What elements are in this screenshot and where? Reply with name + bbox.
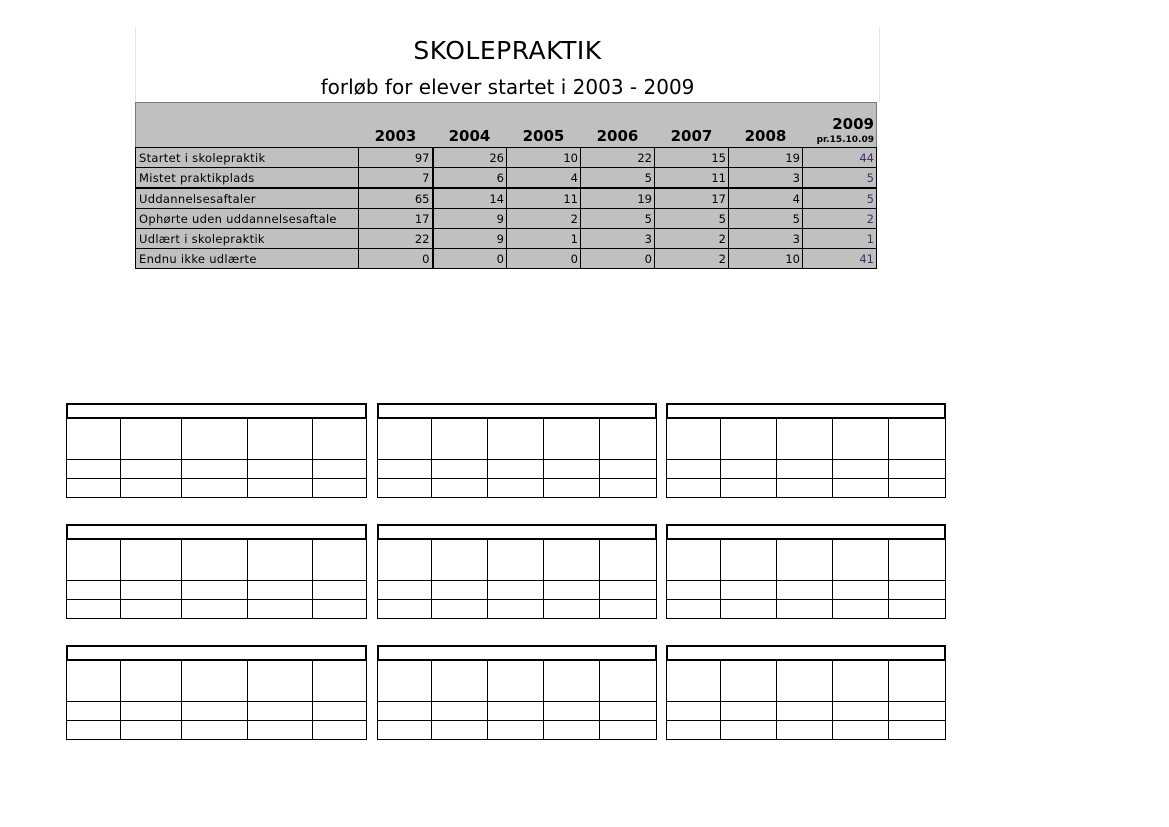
grid-header-bar: [666, 524, 946, 540]
header-last-note: pr.15.10.09: [816, 135, 874, 145]
table-row: [136, 229, 877, 249]
header-year-cell: 2003: [359, 103, 433, 148]
table-cell: 11: [655, 168, 729, 189]
grid-header-bar: [66, 645, 367, 661]
table-cell: 0: [359, 249, 433, 269]
table-cell: 15: [655, 148, 729, 168]
grid-column-line: [181, 661, 182, 739]
grid-column-line: [776, 419, 777, 497]
table-cell: 9: [433, 229, 507, 249]
grid-header-bar: [377, 524, 657, 540]
table-row: [136, 249, 877, 269]
table-cell: 0: [433, 249, 507, 269]
table-cell: 0: [507, 249, 581, 269]
empty-grid-block: [66, 645, 367, 740]
grid-body: [377, 661, 657, 740]
grid-row-line: [378, 599, 656, 600]
grid-column-line: [832, 540, 833, 618]
header-year-cell: 2004: [433, 103, 507, 148]
grid-body: [66, 540, 367, 619]
table-cell: 14: [433, 188, 507, 209]
table-cell: 3: [729, 168, 803, 189]
table-cell: 10: [507, 148, 581, 168]
grid-body: [377, 419, 657, 498]
table-cell: 10: [729, 249, 803, 269]
table-cell: 2: [507, 209, 581, 229]
table-cell: 1: [507, 229, 581, 249]
table-cell: 17: [359, 209, 433, 229]
grid-column-line: [487, 419, 488, 497]
empty-grid-block: [377, 645, 657, 740]
grid-column-line: [543, 419, 544, 497]
empty-grid-block: [666, 403, 946, 498]
grid-row-line: [378, 701, 656, 702]
grid-column-line: [487, 661, 488, 739]
grid-column-line: [776, 661, 777, 739]
table-row: [136, 168, 877, 189]
grid-row-line: [667, 720, 945, 721]
table-cell: 2: [803, 209, 877, 229]
grid-row-line: [67, 459, 366, 460]
empty-grid-block: [377, 524, 657, 619]
grid-row-line: [378, 478, 656, 479]
grid-column-line: [181, 540, 182, 618]
table-cell: 3: [581, 229, 655, 249]
row-label: Uddannelsesaftaler: [136, 188, 359, 209]
document-subtitle: forløb for elever startet i 2003 - 2009: [320, 75, 695, 99]
table-cell: 5: [581, 168, 655, 189]
table-row: [136, 148, 877, 168]
header-last-year: 2009: [832, 115, 874, 133]
grid-column-line: [543, 540, 544, 618]
header-year-cell: 2006: [581, 103, 655, 148]
grid-column-line: [720, 661, 721, 739]
grid-row-line: [378, 720, 656, 721]
grid-column-line: [431, 419, 432, 497]
table-cell: 9: [433, 209, 507, 229]
data-table: [135, 102, 877, 269]
grid-column-line: [312, 661, 313, 739]
table-cell: 5: [803, 188, 877, 209]
table-cell: 44: [803, 148, 877, 168]
row-label: Udlært i skolepraktik: [136, 229, 359, 249]
grid-row-line: [67, 720, 366, 721]
grid-row-line: [67, 478, 366, 479]
empty-grid-block: [66, 524, 367, 619]
header-year-cell-last: [803, 103, 877, 148]
grid-body: [66, 419, 367, 498]
grid-row-line: [667, 459, 945, 460]
grid-row-line: [667, 478, 945, 479]
grid-header-bar: [66, 524, 367, 540]
empty-grid-block: [377, 403, 657, 498]
grid-body: [66, 661, 367, 740]
grid-column-line: [720, 419, 721, 497]
document-header: [135, 28, 880, 102]
table-cell: 0: [581, 249, 655, 269]
grid-body: [666, 540, 946, 619]
grid-column-line: [888, 540, 889, 618]
grid-header-bar: [666, 403, 946, 419]
grid-column-line: [543, 661, 544, 739]
grid-row-line: [67, 599, 366, 600]
table-cell: 4: [507, 168, 581, 189]
grid-column-line: [776, 540, 777, 618]
grid-header-bar: [666, 645, 946, 661]
grid-column-line: [120, 540, 121, 618]
table-cell: 3: [729, 229, 803, 249]
grid-row-line: [378, 459, 656, 460]
grid-column-line: [247, 661, 248, 739]
row-label: Ophørte uden uddannelsesaftale: [136, 209, 359, 229]
table-cell: 2: [655, 249, 729, 269]
table-cell: 19: [581, 188, 655, 209]
empty-grid-block: [66, 403, 367, 498]
empty-grid-block: [666, 524, 946, 619]
table-cell: 5: [581, 209, 655, 229]
grid-column-line: [431, 661, 432, 739]
row-label: Startet i skolepraktik: [136, 148, 359, 168]
table-cell: 4: [729, 188, 803, 209]
table-cell: 17: [655, 188, 729, 209]
table-cell: 26: [433, 148, 507, 168]
table-cell: 65: [359, 188, 433, 209]
grid-column-line: [487, 540, 488, 618]
table-cell: 19: [729, 148, 803, 168]
grid-column-line: [247, 540, 248, 618]
table-cell: 7: [359, 168, 433, 189]
grid-column-line: [599, 419, 600, 497]
header-year-cell: 2005: [507, 103, 581, 148]
grid-body: [666, 419, 946, 498]
grid-row-line: [67, 580, 366, 581]
grid-column-line: [888, 419, 889, 497]
grid-row-line: [667, 580, 945, 581]
table-header-row: [136, 103, 877, 148]
grid-column-line: [888, 661, 889, 739]
grid-column-line: [431, 540, 432, 618]
table-cell: 5: [729, 209, 803, 229]
table-cell: 6: [433, 168, 507, 189]
grid-row-line: [378, 580, 656, 581]
grid-column-line: [599, 540, 600, 618]
empty-grid-block: [666, 645, 946, 740]
grid-column-line: [599, 661, 600, 739]
header-year-cell: 2008: [729, 103, 803, 148]
table-cell: 5: [803, 168, 877, 189]
grid-row-line: [667, 599, 945, 600]
grid-column-line: [312, 540, 313, 618]
row-label: Mistet praktikplads: [136, 168, 359, 189]
grid-column-line: [120, 661, 121, 739]
grid-header-bar: [377, 645, 657, 661]
grid-column-line: [247, 419, 248, 497]
table-cell: 22: [581, 148, 655, 168]
table-row: [136, 209, 877, 229]
table-cell: 2: [655, 229, 729, 249]
grid-body: [666, 661, 946, 740]
grid-column-line: [832, 419, 833, 497]
grid-header-bar: [66, 403, 367, 419]
table-cell: 97: [359, 148, 433, 168]
table-cell: 1: [803, 229, 877, 249]
grid-column-line: [312, 419, 313, 497]
grid-column-line: [720, 540, 721, 618]
grid-row-line: [667, 701, 945, 702]
grid-column-line: [181, 419, 182, 497]
grid-column-line: [832, 661, 833, 739]
table-cell: 11: [507, 188, 581, 209]
table-cell: 5: [655, 209, 729, 229]
table-cell: 22: [359, 229, 433, 249]
table-row: [136, 188, 877, 209]
header-corner-cell: [136, 103, 359, 148]
row-label: Endnu ikke udlærte: [136, 249, 359, 269]
grid-body: [377, 540, 657, 619]
document-title: SKOLEPRAKTIK: [413, 36, 602, 65]
grid-header-bar: [377, 403, 657, 419]
grid-row-line: [67, 701, 366, 702]
header-year-cell: 2007: [655, 103, 729, 148]
grid-column-line: [120, 419, 121, 497]
table-cell: 41: [803, 249, 877, 269]
